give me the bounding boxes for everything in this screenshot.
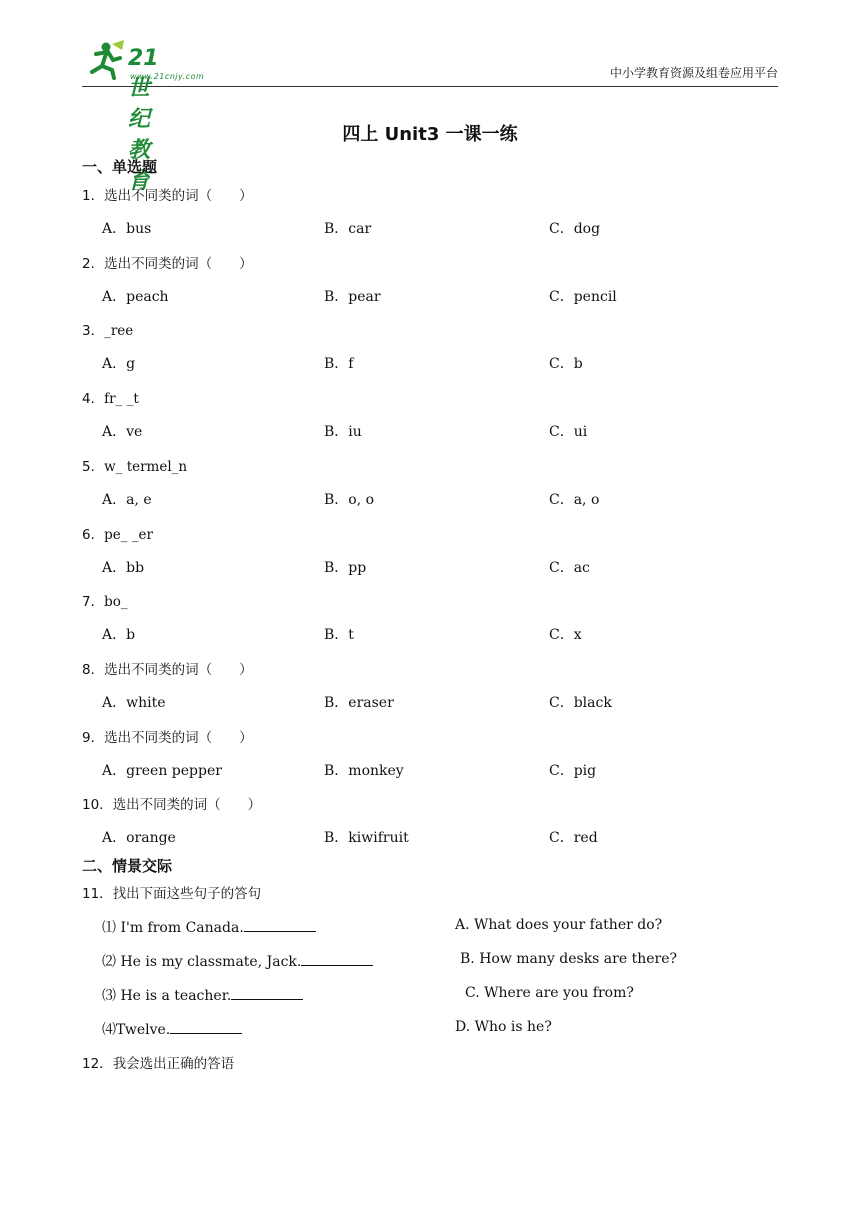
option-b[interactable]: B．o, o — [324, 492, 375, 508]
option-b[interactable]: B．kiwifruit — [324, 830, 409, 846]
option-c[interactable]: C．pig — [549, 763, 597, 779]
option-a[interactable]: A．b — [102, 627, 136, 643]
question-stem: pe_ _er — [104, 527, 153, 543]
option-c[interactable]: C．black — [549, 695, 612, 711]
question-4 — [82, 387, 139, 407]
option-c[interactable]: C．red — [549, 830, 598, 846]
page-title: 四上 Unit3 一课一练 — [342, 124, 518, 145]
option-b[interactable]: B．pear — [324, 289, 381, 305]
question-1 — [82, 184, 253, 204]
option-a[interactable]: A．bus — [102, 221, 152, 237]
option-c[interactable]: C．a, o — [549, 492, 600, 508]
section-heading-single-choice: 一、单选题 — [82, 158, 158, 176]
q11-left-3 — [102, 985, 303, 1005]
q11-sentence: ⑵ He is my classmate, Jack. — [102, 954, 302, 970]
question-number: 5． — [82, 459, 105, 475]
q11-right-2: B. How many desks are there? — [460, 951, 677, 967]
option-a[interactable]: A．white — [102, 695, 166, 711]
option-a[interactable]: A．orange — [102, 830, 176, 846]
question-number: 3． — [82, 323, 105, 339]
question-number: 4． — [82, 391, 105, 407]
question-2 — [82, 252, 253, 272]
question-12 — [82, 1052, 234, 1072]
question-stem: fr_ _t — [104, 391, 139, 407]
option-a[interactable]: A．ve — [102, 424, 143, 440]
option-a[interactable]: A．a, e — [102, 492, 152, 508]
option-c[interactable]: C．b — [549, 356, 583, 372]
answer-blank[interactable] — [170, 1021, 242, 1034]
question-number: 7． — [82, 594, 105, 610]
question-10 — [82, 793, 261, 813]
question-stem: 选出不同类的词（ ） — [104, 662, 253, 678]
question-number: 2． — [82, 256, 105, 272]
question-number: 10． — [82, 797, 113, 813]
platform-label: 中小学教育资源及组卷应用平台 — [609, 66, 778, 80]
option-a[interactable]: A．green pepper — [102, 763, 222, 779]
option-c[interactable]: C．dog — [549, 221, 601, 237]
logo-url: www.21cnjy.com — [130, 72, 205, 81]
question-stem: 找出下面这些句子的答句 — [112, 886, 262, 902]
option-b[interactable]: B．monkey — [324, 763, 404, 779]
question-number: 11． — [82, 886, 113, 902]
q11-right-3: C. Where are you from? — [465, 985, 634, 1001]
option-c[interactable]: C．pencil — [549, 289, 617, 305]
option-c[interactable]: C．x — [549, 627, 582, 643]
question-stem: 选出不同类的词（ ） — [104, 730, 253, 746]
question-stem: 我会选出正确的答语 — [112, 1056, 235, 1072]
question-number: 12． — [82, 1056, 113, 1072]
answer-blank[interactable] — [244, 919, 316, 932]
q11-left-2 — [102, 951, 373, 971]
section-heading-dialogue: 二、情景交际 — [82, 857, 173, 875]
question-7 — [82, 590, 128, 610]
question-number: 1． — [82, 188, 105, 204]
option-b[interactable]: B．pp — [324, 560, 367, 576]
question-stem: 选出不同类的词（ ） — [112, 797, 262, 813]
q11-right-1: A. What does your father do? — [455, 917, 663, 933]
option-c[interactable]: C．ac — [549, 560, 590, 576]
question-8 — [82, 658, 253, 678]
option-b[interactable]: B．t — [324, 627, 354, 643]
q11-sentence: ⑷Twelve. — [102, 1022, 171, 1038]
question-number: 9． — [82, 730, 105, 746]
q11-sentence: ⑶ He is a teacher. — [102, 988, 232, 1004]
question-stem: _ree — [104, 323, 134, 339]
question-11 — [82, 882, 261, 902]
option-b[interactable]: B．eraser — [324, 695, 394, 711]
option-b[interactable]: B．iu — [324, 424, 362, 440]
q11-sentence: ⑴ I'm from Canada. — [102, 920, 244, 936]
question-6 — [82, 523, 153, 543]
answer-blank[interactable] — [231, 987, 303, 1000]
q11-right-4: D. Who is he? — [455, 1019, 552, 1035]
option-b[interactable]: B．f — [324, 356, 354, 372]
question-number: 8． — [82, 662, 105, 678]
question-5 — [82, 455, 187, 475]
question-number: 6． — [82, 527, 105, 543]
question-stem: 选出不同类的词（ ） — [104, 188, 253, 204]
q11-left-1 — [102, 917, 316, 937]
option-b[interactable]: B．car — [324, 221, 372, 237]
question-stem: w_ termel_n — [104, 459, 188, 475]
option-a[interactable]: A．bb — [102, 560, 145, 576]
q11-left-4 — [102, 1019, 242, 1039]
question-9 — [82, 726, 253, 746]
option-c[interactable]: C．ui — [549, 424, 588, 440]
option-a[interactable]: A．peach — [102, 289, 169, 305]
question-stem: 选出不同类的词（ ） — [104, 256, 253, 272]
option-a[interactable]: A．g — [102, 356, 136, 372]
question-stem: bo_ — [104, 594, 128, 610]
logo-text: 21世纪教育 — [128, 46, 159, 194]
answer-blank[interactable] — [301, 953, 373, 966]
question-3 — [82, 319, 133, 339]
runner-logo-icon — [82, 40, 126, 80]
